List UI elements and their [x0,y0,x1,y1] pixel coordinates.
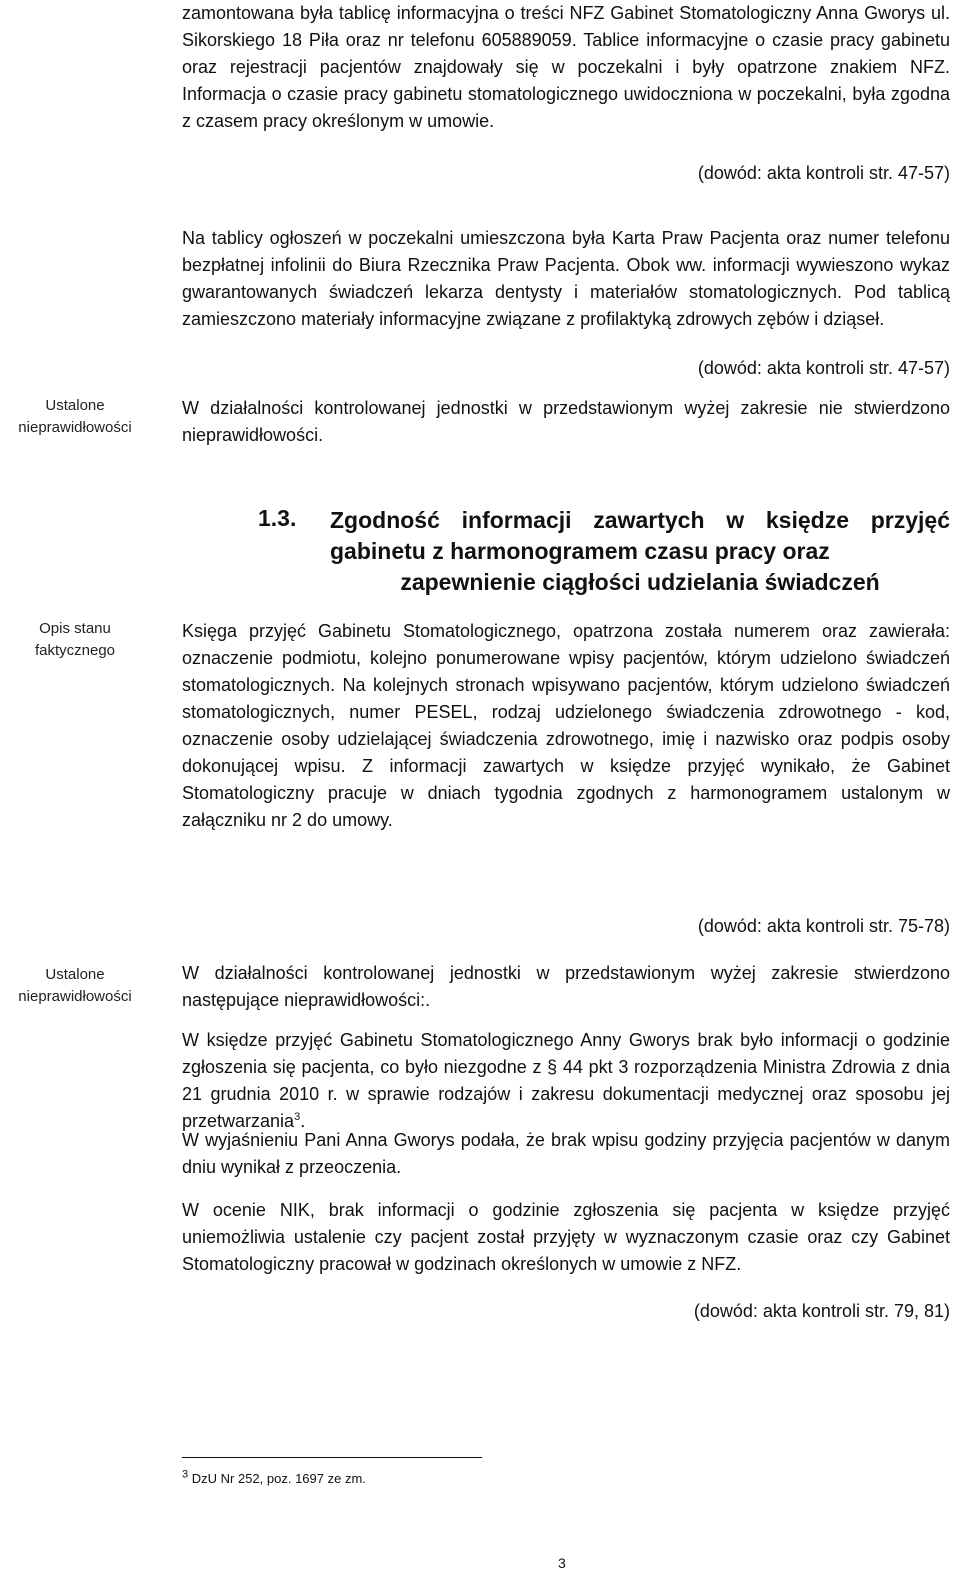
paragraph-4: Księga przyjęć Gabinetu Stomatologicznego, opatrzona została numerem oraz zawierała: oznaczenie podmiotu, kolejno ponumerowane wpisy pacjentów, którym udzielono świadczeń stomatologicznych. Na kolejnych stronach wpisywano pacjentów, którym udzielono świadczeń stomatologicznych, numer PESEL, rodzaj udzielonego świadczenia zdrowotnego - kod, oznaczenie osoby udzielającej świadczenia zdrowotnego, imię i nazwisko oraz podpis osoby dokonującej wpisu. Z informacji zawartych w księdze przyjęć wynikało, że Gabinet Stomatologiczny pracuje w dniach tygodnia zgodnych z harmonogramem ustalonym w załączniku nr 2 do umowy. [182,621,950,830]
side-label-ustalone-1: Ustalone nieprawidłowości [18,397,132,436]
paragraph-3: W działalności kontrolowanej jednostki w przedstawionym wyżej zakresie nie stwierdzono nieprawidłowości. [182,398,950,445]
evidence-note-3: (dowód: akta kontroli str. 75-78) [697,916,950,936]
paragraph-5: W działalności kontrolowanej jednostki w przedstawionym wyżej zakresie stwierdzono następujące nieprawidłowości:. [182,963,950,1010]
evidence-note-4: (dowód: akta kontroli str. 79, 81) [693,1301,950,1321]
evidence-note-1: (dowód: akta kontroli str. 47-57) [697,163,950,183]
paragraph-6: W księdze przyjęć Gabinetu Stomatologicznego Anny Gworys brak było informacji o godzinie zgłoszenia się pacjenta, co było niezgodne z § 44 pkt 3 rozporządzenia Ministra Zdrowia z dnia 21 grudnia 2010 r. w sprawie rodzajów i zakresu dokumentacji medycznej oraz sposobu jej przetwarzania$^3$. [182,1030,950,1131]
paragraph-2: Na tablicy ogłoszeń w poczekalni umieszczona była Karta Praw Pacjenta oraz numer telefonu bezpłatnej infolinii do Biura Rzecznika Praw Pacjenta. Obok ww. informacji wywieszono wykaz gwarantowanych świadczeń lekarza dentysty i materiałów stomatologicznych. Pod tablicą zamieszczono materiały informacyjne związane z profilaktyką zdrowych zębów i dziąseł. [182,228,950,329]
footnote: $^3$ DzU Nr 252, poz. 1697 ze zm. [182,1468,366,1486]
section-heading: Zgodność informacji zawartych w księdze przyjęć gabinetu z harmonogramem czasu pracy oraz [330,507,950,564]
footnote-separator [182,1457,482,1458]
section-heading-line-3: zapewnienie ciągłości udzielania świadczeń [400,569,880,595]
side-label-ustalone-2: Ustalone nieprawidłowości [18,966,132,1005]
section-number: 1.3. [258,505,297,531]
evidence-note-2: (dowód: akta kontroli str. 47-57) [697,358,950,378]
paragraph-7: W wyjaśnieniu Pani Anna Gworys podała, że brak wpisu godziny przyjęcia pacjentów w danym dniu wynikał z przeoczenia. [182,1130,950,1177]
side-label-opis-stanu: Opis stanu faktycznego [34,620,116,659]
paragraph-8: W ocenie NIK, brak informacji o godzinie zgłoszenia się pacjenta w księdze przyjęć uniemożliwia ustalenie czy pacjent został przyjęty w wyznaczonym czasie oraz czy Gabinet Stomatologiczny pracował w godzinach określonych w umowie z NFZ. [182,1200,950,1274]
paragraph-1: zamontowana była tablicę informacyjna o treści NFZ Gabinet Stomatologiczny Anna Gworys ul. Sikorskiego 18 Piła oraz nr telefonu 605889059. Tablice informacyjne o czasie pracy gabinetu oraz rejestracji pacjentów znajdowały się w poczekalni i były opatrzone znakiem NFZ. Informacja o czasie pracy gabinetu stomatologicznego uwidoczniona w poczekalni, była zgodna z czasem pracy określonym w umowie. [182,3,950,131]
page-number: 3 [558,1555,566,1571]
footnote-ref: 3 [294,1111,301,1123]
